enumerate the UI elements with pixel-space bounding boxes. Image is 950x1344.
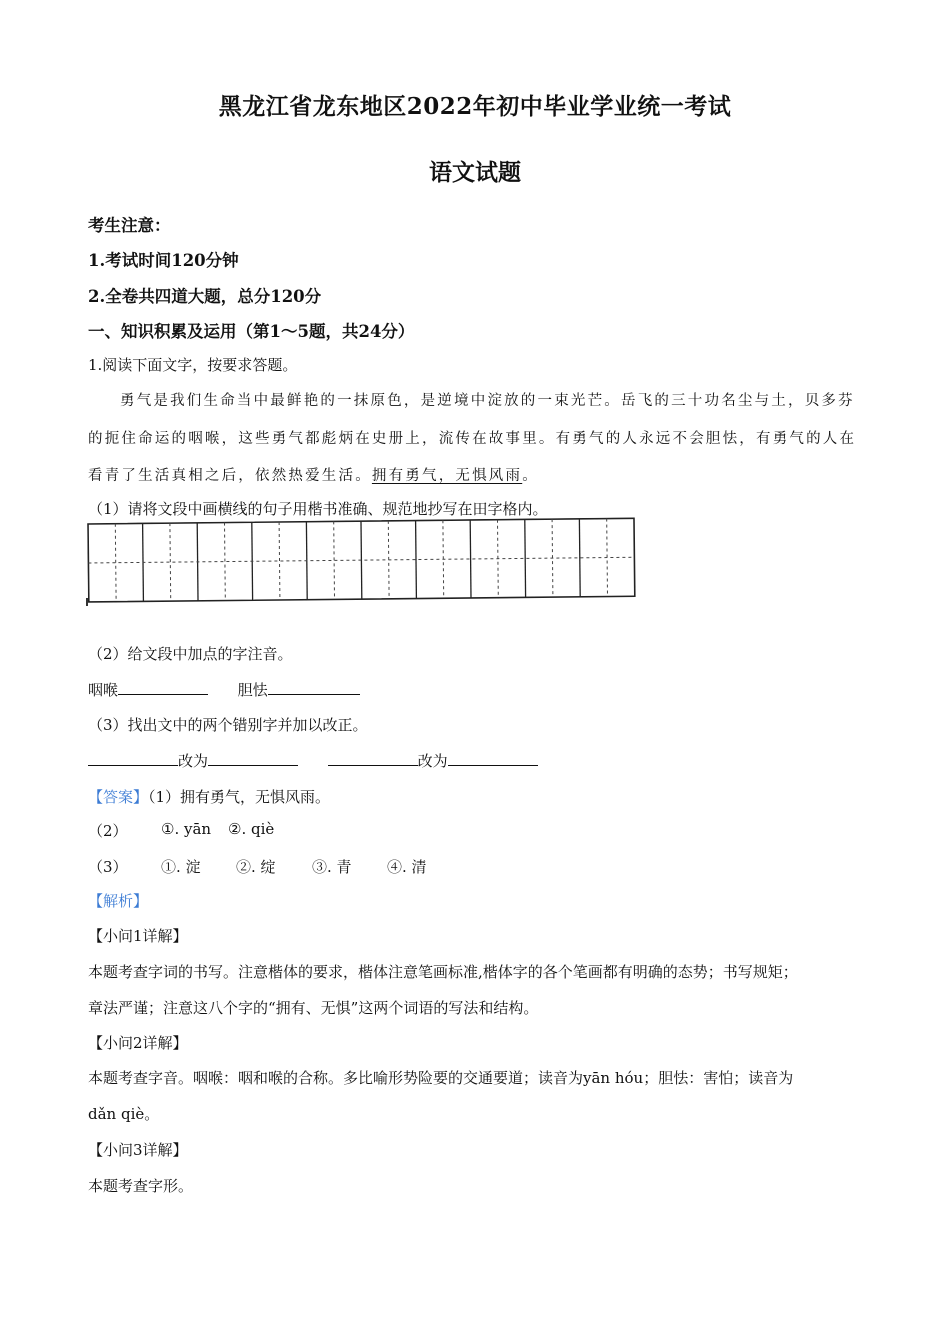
passage-line-2: 的扼住命运的咽喉，这些勇气都彪炳在史册上，流传在故事里。有勇气的人永远不会胆怯，有勇气的人在 (88, 431, 857, 447)
answer-3-item-1: ①. 淀 (161, 858, 201, 876)
notice-heading: 考生注意： (88, 216, 171, 235)
passage-line-3-end: 。 (522, 468, 539, 484)
exam-title: 黑龙江省龙东地区2022年初中毕业学业统一考试 (218, 93, 732, 120)
scan-mark (86, 598, 88, 606)
section-heading: 一、知识积累及运用（第1～5题，共24分） (88, 322, 415, 341)
answer-3-item-2: ②. 绽 (236, 858, 276, 876)
sub-question-1: （1）请将文段中画横线的句子用楷书准确、规范地抄写在田字格内。 (88, 500, 548, 518)
blank-right-1 (208, 764, 298, 766)
answer-3-item-4: ④. 清 (387, 858, 427, 876)
detail-1-line-1: 本题考查字词的书写。注意楷体的要求，楷体注意笔画标准,楷体字的各个笔画都有明确的态势；书写规矩； (88, 963, 798, 981)
grid-cell-border (416, 521, 417, 599)
notice-item-1: 1.考试时间120分钟 (88, 251, 239, 270)
grid-cell-border (579, 519, 580, 597)
question-1-prompt: 1.阅读下面文字，按要求答题。 (88, 356, 298, 374)
detail-2-line-1: 本题考查字音。咽喉：咽和喉的合称。多比喻形势险要的交通要道；读音为yān hóu；胆怯：害怕；读音为 (88, 1069, 794, 1087)
sub-question-3: （3）找出文中的两个错别字并加以改正。 (88, 716, 368, 734)
pinyin-row (88, 679, 360, 700)
change-to-1: 改为 (178, 752, 209, 770)
correction-row (88, 750, 538, 771)
underlined-sentence: 拥有勇气，无惧风雨 (371, 468, 523, 484)
passage-line-1: 勇气是我们生命当中最鲜艳的一抹原色，是逆境中淀放的一束光芒。岳飞的三十功名尘与土，贝多芬 (120, 393, 855, 409)
word-yanhou: 咽喉 (88, 681, 119, 699)
detail-2-line-2: dǎn qiè。 (88, 1105, 160, 1123)
blank-danqie (268, 693, 360, 695)
exam-subtitle: 语文试题 (429, 159, 521, 186)
change-to-2: 改为 (417, 752, 448, 770)
passage-line-3 (88, 464, 539, 485)
answer-1: （1）拥有勇气，无惧风雨。 (148, 788, 331, 806)
grid-cell-guide-vertical (225, 523, 226, 601)
analysis-tag: 【解析】 (88, 892, 149, 910)
detail-3-heading: 【小问3详解】 (88, 1141, 188, 1159)
grid-cell-border (525, 519, 526, 597)
answer-tag: 【答案】 (88, 788, 149, 806)
tianzige-grid (87, 517, 638, 605)
answer-block (88, 786, 330, 807)
blank-wrong-2 (328, 764, 418, 766)
blank-yanhou (118, 693, 208, 695)
answer-2-label: （2） (88, 822, 128, 840)
word-danqie: 胆怯 (237, 681, 268, 699)
blank-right-2 (448, 764, 538, 766)
answer-3-item-3: ③. 青 (312, 858, 352, 876)
grid-cell-border (470, 520, 471, 598)
answer-2-item-1: ①. yān (161, 820, 212, 838)
sub-question-2: （2）给文段中加点的字注音。 (88, 645, 293, 663)
answer-3-label: （3） (88, 858, 128, 876)
grid-cell-guide-vertical (115, 524, 116, 602)
grid-cell-guide-vertical (279, 522, 280, 600)
answer-2-item-2: ②. qiè (228, 820, 275, 838)
passage-line-3-start: 看青了生活真相之后，依然热爱生活。 (88, 468, 372, 484)
grid-cell-guide-vertical (170, 523, 171, 601)
grid-cell-guide-vertical (334, 521, 335, 599)
detail-3-line-1: 本题考查字形。 (88, 1177, 194, 1195)
detail-1-heading: 【小问1详解】 (88, 927, 188, 945)
detail-1-line-2: 章法严谨；注意这八个字的“拥有、无惧”这两个词语的写法和结构。 (88, 999, 539, 1017)
detail-2-heading: 【小问2详解】 (88, 1034, 188, 1052)
blank-wrong-1 (88, 764, 178, 766)
notice-item-2: 2.全卷共四道大题，总分120分 (88, 287, 322, 306)
